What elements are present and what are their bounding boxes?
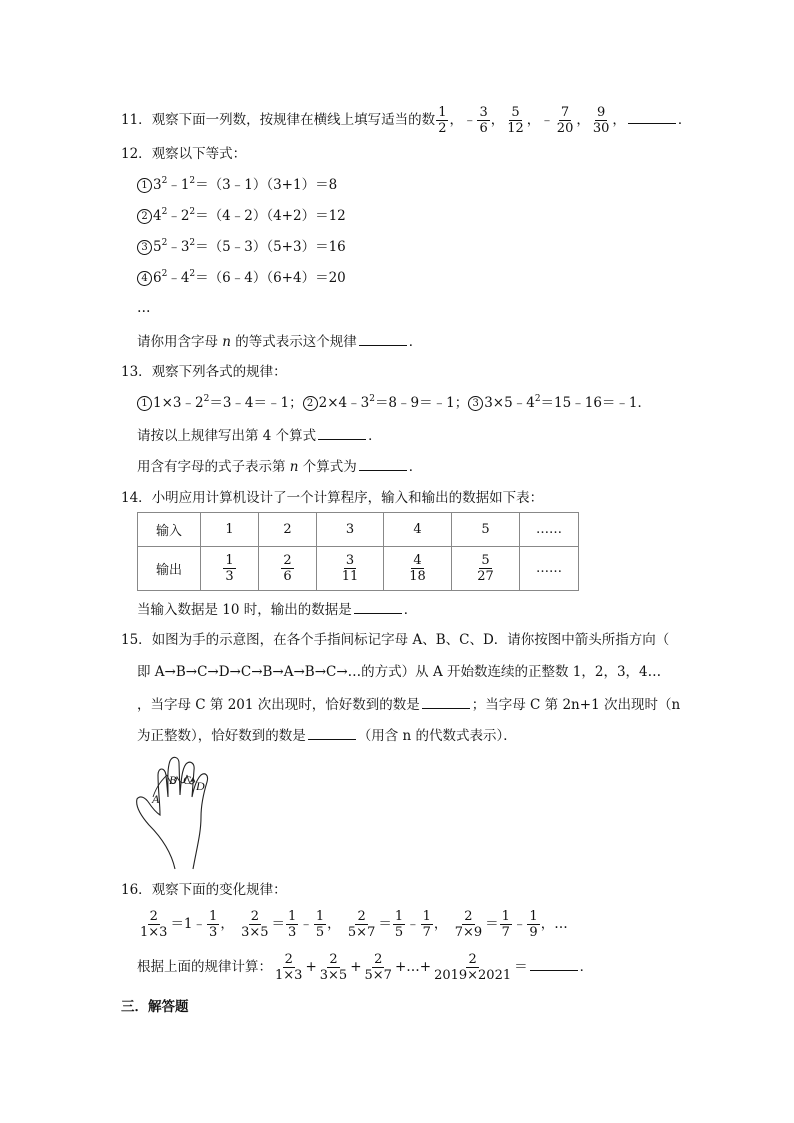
q13-answer-blank-2[interactable] [359,456,407,471]
q16-answer-blank[interactable] [530,956,578,971]
q16-number: 16． [121,882,152,898]
q16-title: 观察下面的变化规律： [151,882,287,898]
q12-row-1: 1 $3^2﹣1^2=(3﹣1)(3+1)=8$ [137,175,337,195]
input-cell: 4 [384,513,452,547]
q13-ask-2: 用含有字母的式子表示第 n 个算式为 ． [137,456,422,477]
q12-title: 观察以下等式： [151,146,247,162]
table-row-output [138,547,579,591]
q11-seq-1-sign: ﹣ [462,112,477,128]
q15-line-1: 15．如图为手的示意图，在各个手指间标记字母 A、B、C、D．请你按图中箭头所指方向（ [121,632,670,648]
q14-title: 小明应用计算机设计了一个计算程序，输入和输出的数据如下表： [151,490,544,506]
input-cell: 1 [201,513,259,547]
q11-text: 观察下面一列数，按规律在横线上填写适当的数 [151,112,436,128]
circle-mark-1: 1 [137,396,152,411]
q14-ask: 当输入数据是 10 时，输出的数据是 ． [137,599,417,620]
q12-row-2: 2 $4^2﹣2^2=(4﹣2)(4+2)=12$ [137,206,346,226]
circle-mark-1: 1 [137,178,152,193]
hand-label-a: A [152,792,160,806]
q11-frac-4: $\frac{7}{20}$ [556,105,574,136]
input-cell: …… [520,513,579,547]
circle-mark-3: 3 [468,396,483,411]
q13-ask-1: 请按以上规律写出第 4 个算式 ． [137,425,382,446]
output-cell: $\frac{5}{27}$ [452,547,520,591]
q11-seq-3-sign: ﹣ [540,112,554,128]
hand-label-b: B [169,773,177,787]
q12-row-3: 3 $5^2﹣3^2=(5﹣3)(5+3)=16$ [137,237,346,257]
hand-label-c: C [183,773,192,787]
input-cell: 2 [259,513,317,547]
q15-line-3: ，当字母 C 第 201 次出现时，恰好数到的数是 ；当字母 C 第 2n+1 次出现时（n [137,694,680,715]
q14-number: 14． [121,490,152,506]
q13-formulas: 1 $1\times 3﹣2^2=3﹣4=﹣1$； 2 $2\times 4﹣3^2=8﹣9=﹣1$； 3 $3\times 5﹣4^2=15﹣16=﹣1$． [137,393,651,413]
table-row-input [138,513,579,547]
q12-number: 12． [121,146,152,162]
section-title: 三．解答题 [121,999,189,1015]
q11-number: 11． [121,112,152,128]
q15-line-2: 即 A→B→C→D→C→B→A→B→C→…的方式）从 A 开始数连续的正整数 1，2，3，4… [137,664,662,680]
q13-answer-blank-1[interactable] [318,425,366,440]
q13-number: 13． [121,364,152,380]
output-cell: $\frac{1}{3}$ [201,547,259,591]
q11-answer-blank[interactable] [628,109,676,124]
q15-line-4: 为正整数），恰好数到的数是 （用含 n 的代数式表示）． [137,725,517,746]
output-label: 输出 [138,547,201,591]
q11-line: 11．观察下面一列数，按规律在横线上填写适当的数 $\frac{1}{2}$ ，﹣ $\frac{3}{6}$ ， $\frac{5}{12}$ ，﹣ $\frac{7}{20}$ ， $\frac{9}{30}$ ， ． [121,105,692,136]
q15-answer-blank-1[interactable] [422,694,470,709]
circle-mark-2: 2 [137,209,152,224]
q14-answer-blank[interactable] [354,599,402,614]
q11-frac-2: $\frac{3}{6}$ [479,105,488,136]
q12-ask: 请你用含字母 n 的等式表示这个规律 ． [137,331,422,352]
q13-title: 观察下列各式的规律： [151,364,287,380]
output-cell: …… [520,547,579,591]
circle-mark-2: 2 [303,396,318,411]
q12-title-line [121,144,246,164]
hand-diagram [133,755,223,870]
input-label: 输入 [138,513,201,547]
io-table [137,512,579,591]
q11-frac-3: $\frac{5}{12}$ [507,105,524,136]
q15-number: 15． [121,632,152,648]
circle-mark-4: 4 [137,271,152,286]
q11-frac-1: $\frac{1}{2}$ [438,105,447,136]
input-cell: 5 [452,513,520,547]
input-cell: 3 [317,513,384,547]
output-cell: $\frac{3}{11}$ [317,547,384,591]
q13-title-line [121,362,287,382]
q14-title-line [121,488,543,508]
output-cell: $\frac{2}{6}$ [259,547,317,591]
output-cell: $\frac{4}{18}$ [384,547,452,591]
q16-calc: 根据上面的规律计算： $\frac{2}{1\times 3}$ + $\frac{2}{3\times 5}$ + $\frac{2}{5\times 7}$ +…+ $\frac{2}{2019\times 2021}$ ＝ ． [137,952,594,983]
q12-ellipsis: … [137,300,151,316]
q16-title-line [121,880,287,900]
q12-row-4: 4 $6^2﹣4^2=(6﹣4)(6+4)=20$ [137,268,346,288]
circle-mark-3: 3 [137,240,152,255]
q16-equations: $\frac{2}{1\times 3}$ ＝1﹣ $\frac{1}{3}$ ， $\frac{2}{3\times 5}$ ＝ $\frac{1}{3}$ ﹣ $\frac{1}{5}$ ， $\frac{2}{5\times 7}$ ＝ $\frac{1}{5}$ ﹣ $\frac{1}{7}$ ， $\frac{2}{7\times 9}$ ＝ $\frac{1}{7}$ ﹣ $\frac{1}{9}$ ，… [140,909,568,940]
q15-answer-blank-2[interactable] [308,725,356,740]
q12-answer-blank[interactable] [359,331,407,346]
hand-label-d: D [196,779,205,793]
q11-frac-5: $\frac{9}{30}$ [592,105,610,136]
